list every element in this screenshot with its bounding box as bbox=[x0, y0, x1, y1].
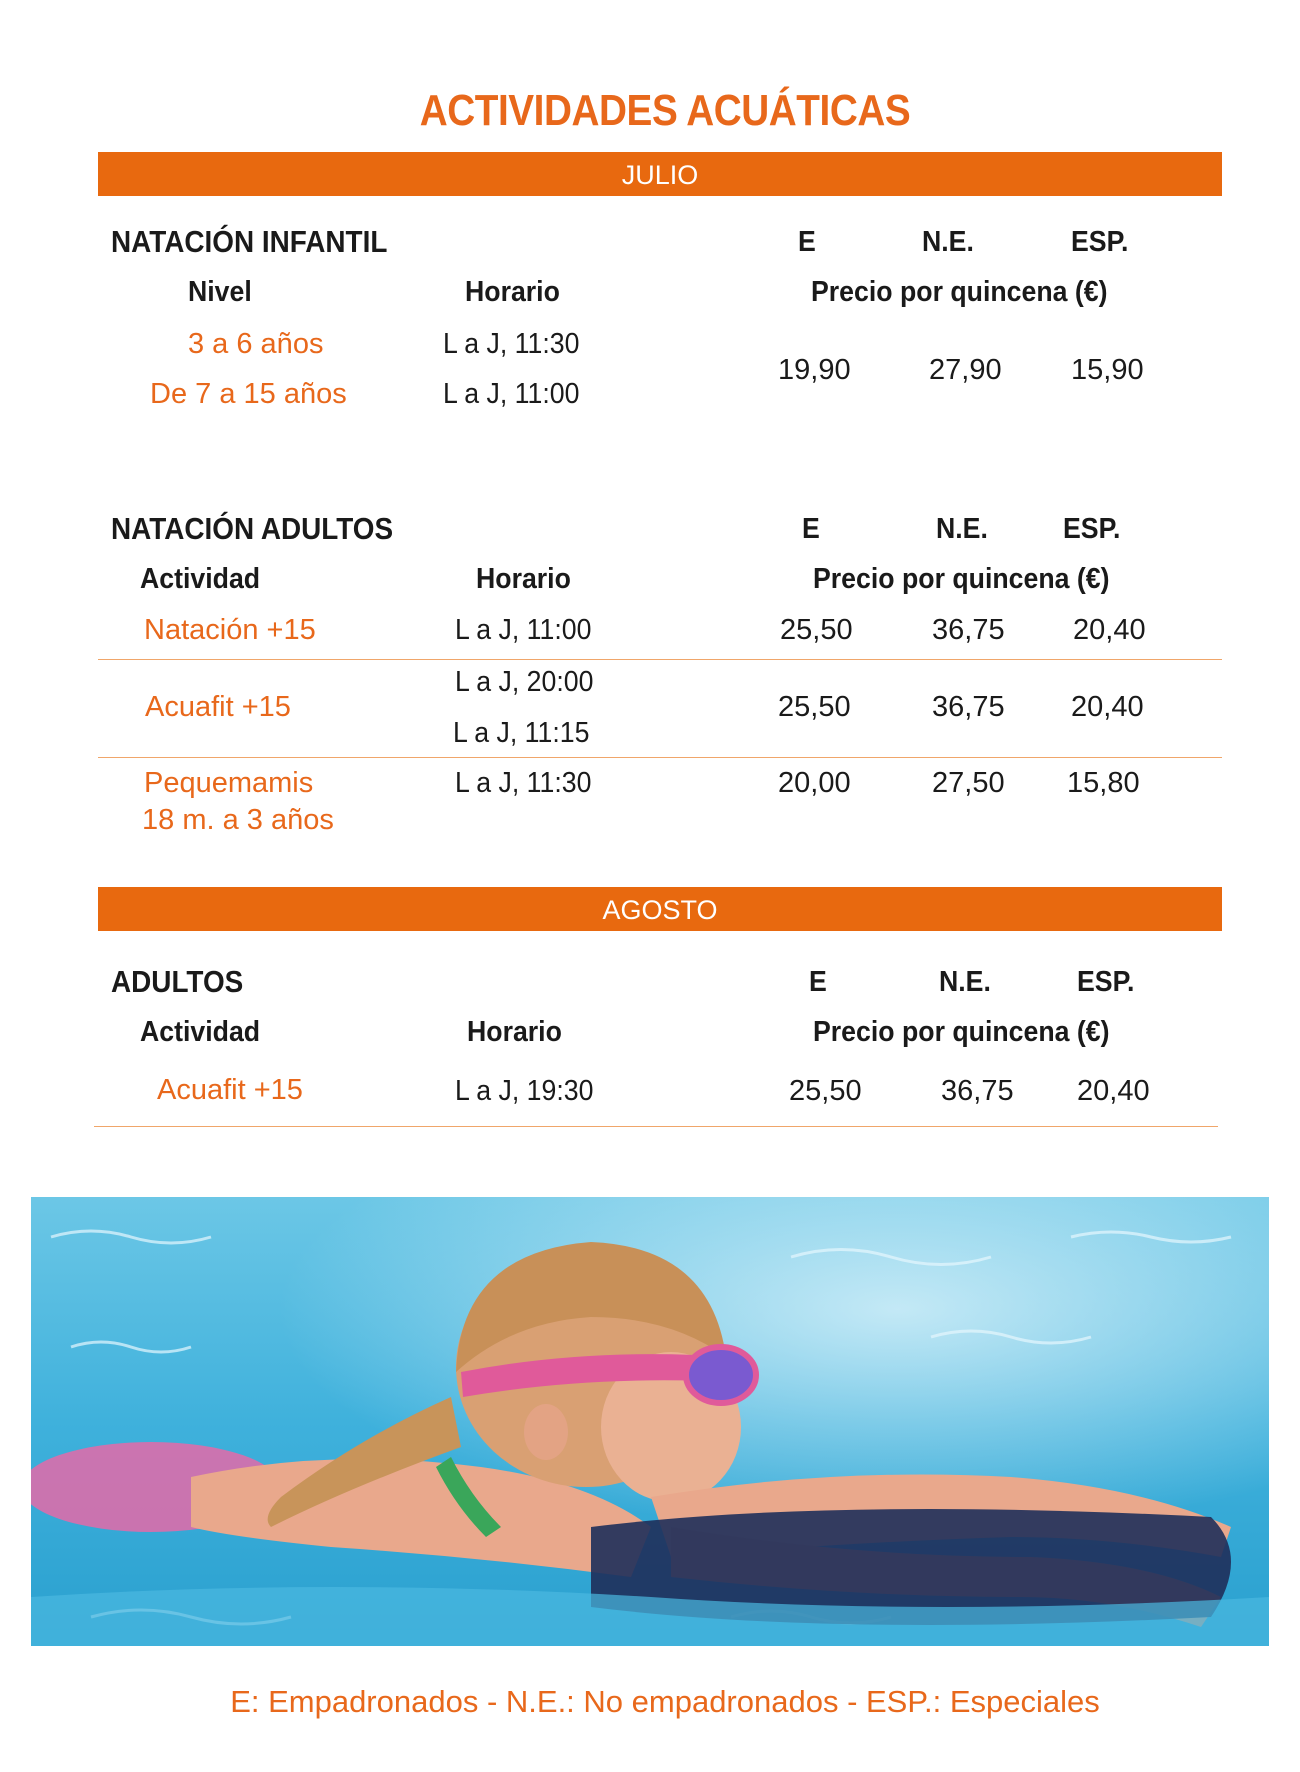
schedule-3-6: L a J, 11:30 bbox=[443, 328, 580, 360]
section-title-adultos: NATACIÓN ADULTOS bbox=[111, 511, 394, 546]
price-ne: 36,75 bbox=[932, 691, 1005, 723]
schedule-pequemamis: L a J, 11:30 bbox=[455, 767, 592, 799]
legend-footer: E: Empadronados - N.E.: No empadronados - ESP.: Especiales bbox=[230, 1684, 1100, 1719]
page-title: ACTIVIDADES ACUÁTICAS bbox=[419, 86, 911, 135]
month-bar-august: AGOSTO bbox=[98, 887, 1222, 931]
price-e: 25,50 bbox=[789, 1075, 862, 1107]
col-esp-header: ESP. bbox=[1071, 226, 1129, 258]
schedule-7-15: L a J, 11:00 bbox=[443, 378, 580, 410]
col-e-header: E bbox=[809, 966, 827, 998]
price-ne: 27,90 bbox=[929, 354, 1002, 386]
price-esp: 20,40 bbox=[1077, 1075, 1150, 1107]
schedule-acuafit-agosto: L a J, 19:30 bbox=[455, 1075, 594, 1107]
row-divider bbox=[94, 1126, 1218, 1127]
row-divider bbox=[98, 757, 1222, 758]
price-e: 25,50 bbox=[780, 614, 853, 646]
schedule-acuafit-1: L a J, 20:00 bbox=[455, 666, 594, 698]
section-title-infantil: NATACIÓN INFANTIL bbox=[111, 224, 388, 259]
section-title-adultos-agosto: ADULTOS bbox=[111, 964, 244, 999]
price-ne: 36,75 bbox=[941, 1075, 1014, 1107]
swimmer-photo bbox=[31, 1197, 1269, 1646]
head-schedule: Horario bbox=[476, 563, 571, 595]
activity-natacion: Natación +15 bbox=[144, 614, 316, 646]
head-activity: Actividad bbox=[140, 563, 261, 595]
price-esp: 20,40 bbox=[1073, 614, 1146, 646]
row-divider bbox=[98, 659, 1222, 660]
col-e-header: E bbox=[802, 513, 820, 545]
schedule-acuafit-2: L a J, 11:15 bbox=[453, 717, 590, 749]
col-esp-header: ESP. bbox=[1077, 966, 1135, 998]
head-price: Precio por quincena (€) bbox=[813, 1016, 1110, 1048]
month-bar-july: JULIO bbox=[98, 152, 1222, 196]
activity-acuafit: Acuafit +15 bbox=[145, 691, 291, 723]
col-ne-header: N.E. bbox=[922, 226, 974, 258]
head-price: Precio por quincena (€) bbox=[813, 563, 1110, 595]
price-esp: 15,90 bbox=[1071, 354, 1144, 386]
price-e: 19,90 bbox=[778, 354, 851, 386]
head-level: Nivel bbox=[188, 276, 252, 308]
level-3-6: 3 a 6 años bbox=[188, 328, 324, 360]
price-ne: 36,75 bbox=[932, 614, 1005, 646]
head-activity: Actividad bbox=[140, 1016, 261, 1048]
col-esp-header: ESP. bbox=[1063, 513, 1121, 545]
price-e: 25,50 bbox=[778, 691, 851, 723]
head-schedule: Horario bbox=[467, 1016, 562, 1048]
activity-pequemamis: Pequemamis bbox=[144, 767, 314, 799]
head-schedule: Horario bbox=[465, 276, 560, 308]
price-esp: 15,80 bbox=[1067, 767, 1140, 799]
activity-pequemamis-age: 18 m. a 3 años bbox=[142, 804, 334, 836]
price-esp: 20,40 bbox=[1071, 691, 1144, 723]
activity-acuafit-agosto: Acuafit +15 bbox=[157, 1074, 303, 1106]
col-ne-header: N.E. bbox=[936, 513, 988, 545]
col-e-header: E bbox=[798, 226, 816, 258]
price-ne: 27,50 bbox=[932, 767, 1005, 799]
level-7-15: De 7 a 15 años bbox=[150, 378, 347, 410]
price-e: 20,00 bbox=[778, 767, 851, 799]
schedule-natacion: L a J, 11:00 bbox=[455, 614, 592, 646]
col-ne-header: N.E. bbox=[939, 966, 991, 998]
head-price: Precio por quincena (€) bbox=[811, 276, 1108, 308]
